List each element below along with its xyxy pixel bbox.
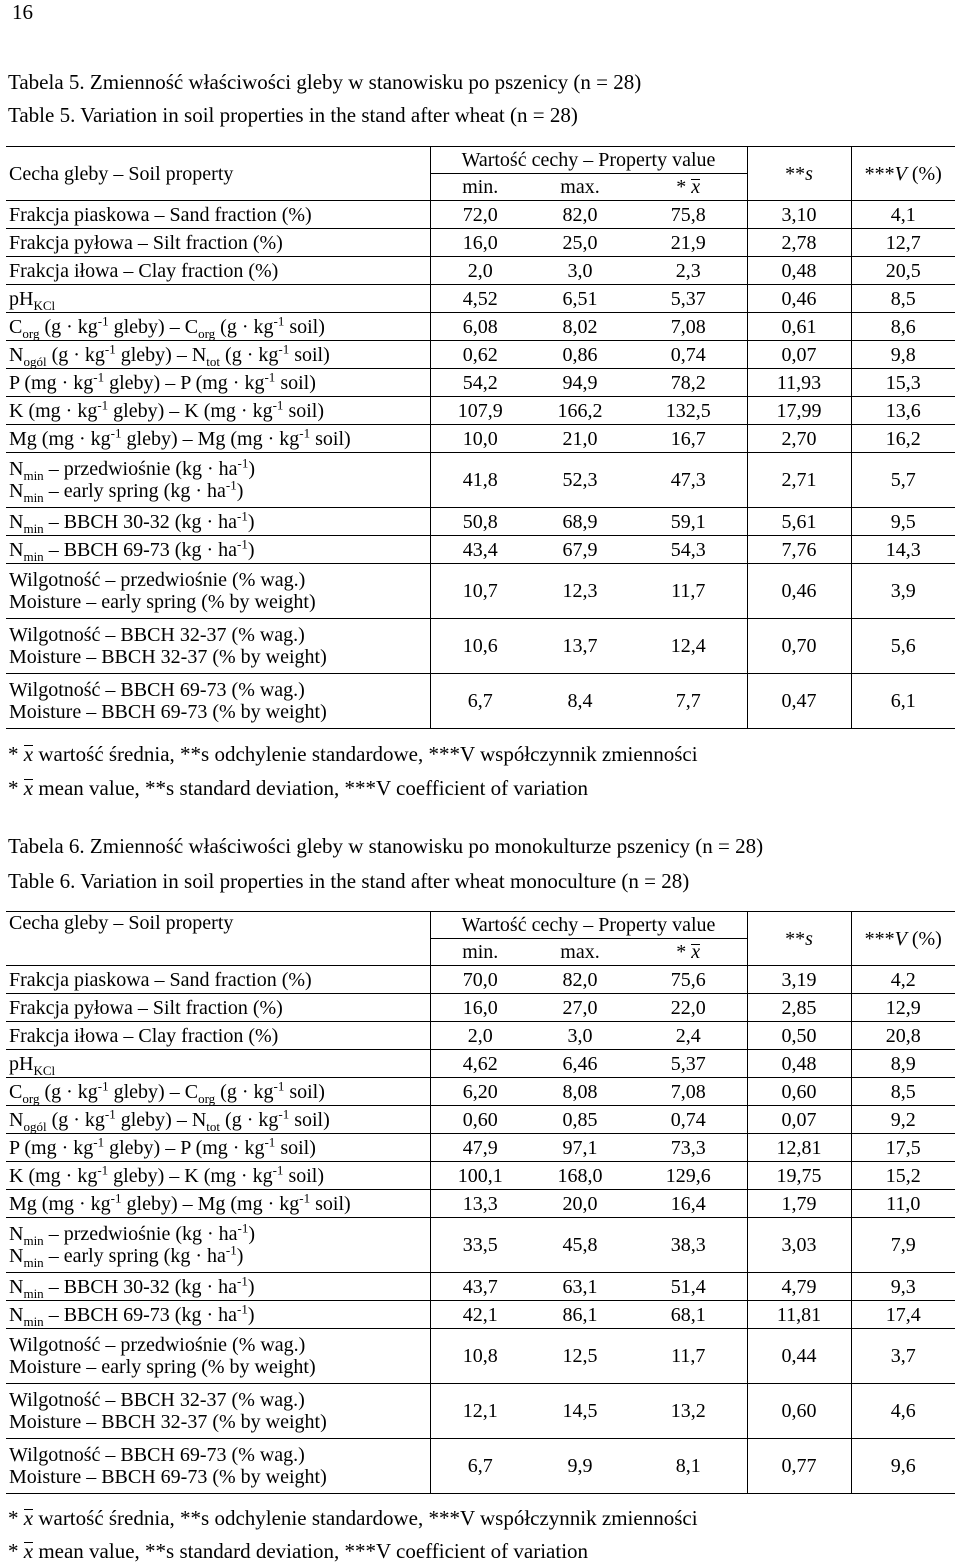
cell-s: 3,10 bbox=[747, 201, 851, 229]
cell-s: 0,46 bbox=[747, 285, 851, 313]
header-max: max. bbox=[530, 939, 630, 966]
cell-min: 54,2 bbox=[430, 369, 530, 397]
table6-footnote-en: * x mean value, **s standard deviation, ***V coefficient of variation bbox=[8, 1539, 589, 1563]
header-v: ***V (%) bbox=[851, 912, 955, 966]
cell-min: 10,8 bbox=[430, 1329, 530, 1384]
cell-v: 14,3 bbox=[851, 536, 955, 564]
cell-min: 4,52 bbox=[430, 285, 530, 313]
cell-s: 4,79 bbox=[747, 1273, 851, 1301]
cell-mean: 0,74 bbox=[630, 1106, 747, 1134]
table6-footnote-pl: * x wartość średnia, **s odchylenie standardowe, ***V współczynnik zmienności bbox=[8, 1506, 698, 1530]
cell-mean: 7,7 bbox=[630, 674, 747, 729]
cell-s: 11,81 bbox=[747, 1301, 851, 1329]
cell-max: 0,85 bbox=[530, 1106, 630, 1134]
table-row bbox=[6, 1022, 955, 1050]
cell-mean: 59,1 bbox=[630, 508, 747, 536]
cell-v: 20,8 bbox=[851, 1022, 955, 1050]
cell-min: 43,4 bbox=[430, 536, 530, 564]
cell-v: 3,9 bbox=[851, 564, 955, 619]
cell-max: 25,0 bbox=[530, 229, 630, 257]
row-label: Mg ($mg \cdot kg^{-1}$ gleby) – Mg ($mg \cdot kg^{-1}$ soil) bbox=[6, 1190, 430, 1218]
cell-s: 0,60 bbox=[747, 1384, 851, 1439]
cell-v: 9,6 bbox=[851, 1439, 955, 1494]
cell-max: 27,0 bbox=[530, 994, 630, 1022]
row-label: Frakcja pyłowa – Silt fraction (%) bbox=[6, 994, 430, 1022]
cell-max: 8,4 bbox=[530, 674, 630, 729]
table-row bbox=[6, 674, 955, 729]
cell-s: 17,99 bbox=[747, 397, 851, 425]
table6-caption-pl: Tabela 6. Zmienność właściwości gleby w stanowisku po monokulturze pszenicy (n = 28) bbox=[8, 834, 764, 858]
cell-s: 0,48 bbox=[747, 257, 851, 285]
cell-min: 16,0 bbox=[430, 994, 530, 1022]
cell-mean: 75,8 bbox=[630, 201, 747, 229]
header-property: Cecha gleby – Soil property bbox=[6, 147, 430, 201]
cell-v: 11,0 bbox=[851, 1190, 955, 1218]
table-row bbox=[6, 1162, 955, 1190]
cell-max: 8,02 bbox=[530, 313, 630, 341]
cell-mean: 78,2 bbox=[630, 369, 747, 397]
table-row bbox=[6, 229, 955, 257]
table-row bbox=[6, 508, 955, 536]
cell-max: 6,51 bbox=[530, 285, 630, 313]
table6-caption-en: Table 6. Variation in soil properties in the stand after wheat monoculture (n = 28) bbox=[8, 869, 690, 893]
table-row bbox=[6, 994, 955, 1022]
table5-caption-en: Table 5. Variation in soil properties in the stand after wheat (n = 28) bbox=[8, 103, 578, 127]
xbar-symbol: x bbox=[691, 176, 701, 198]
table-row bbox=[6, 966, 955, 994]
cell-min: 10,0 bbox=[430, 425, 530, 453]
row-label: Frakcja pyłowa – Silt fraction (%) bbox=[6, 229, 430, 257]
cell-min: 100,1 bbox=[430, 1162, 530, 1190]
cell-min: 2,0 bbox=[430, 1022, 530, 1050]
cell-mean: 2,3 bbox=[630, 257, 747, 285]
cell-max: 82,0 bbox=[530, 966, 630, 994]
cell-s: 3,19 bbox=[747, 966, 851, 994]
cell-max: 6,46 bbox=[530, 1050, 630, 1078]
table-row bbox=[6, 285, 955, 313]
cell-max: 0,86 bbox=[530, 341, 630, 369]
cell-mean: 11,7 bbox=[630, 1329, 747, 1384]
cell-s: 3,03 bbox=[747, 1218, 851, 1273]
cell-v: 13,6 bbox=[851, 397, 955, 425]
cell-max: 82,0 bbox=[530, 201, 630, 229]
cell-v: 7,9 bbox=[851, 1218, 955, 1273]
cell-mean: 38,3 bbox=[630, 1218, 747, 1273]
cell-max: 3,0 bbox=[530, 1022, 630, 1050]
cell-v: 9,3 bbox=[851, 1273, 955, 1301]
cell-max: 20,0 bbox=[530, 1190, 630, 1218]
cell-min: 70,0 bbox=[430, 966, 530, 994]
cell-min: 50,8 bbox=[430, 508, 530, 536]
header-property: Cecha gleby – Soil property bbox=[6, 912, 430, 966]
cell-max: 94,9 bbox=[530, 369, 630, 397]
table-row bbox=[6, 1301, 955, 1329]
cell-min: 33,5 bbox=[430, 1218, 530, 1273]
row-label: $N_{min}$ – BBCH 30-32 $(kg \cdot ha^{-1})$ bbox=[6, 508, 430, 536]
cell-s: 2,78 bbox=[747, 229, 851, 257]
cell-s: 2,70 bbox=[747, 425, 851, 453]
cell-v: 4,6 bbox=[851, 1384, 955, 1439]
cell-v: 12,9 bbox=[851, 994, 955, 1022]
row-label: $N_{ogól}$ ($g \cdot kg^{-1}$ gleby) – $N_{tot}$ ($g \cdot kg^{-1}$ soil) bbox=[6, 1106, 430, 1134]
cell-min: 16,0 bbox=[430, 229, 530, 257]
table-row bbox=[6, 341, 955, 369]
row-label: $pH_{KCl}$ bbox=[6, 1050, 430, 1078]
cell-max: 8,08 bbox=[530, 1078, 630, 1106]
cell-mean: 54,3 bbox=[630, 536, 747, 564]
cell-v: 20,5 bbox=[851, 257, 955, 285]
cell-min: 6,7 bbox=[430, 674, 530, 729]
row-label: Wilgotność – przedwiośnie (% wag.) Moisture – early spring (% by weight) bbox=[6, 564, 430, 619]
cell-max: 12,3 bbox=[530, 564, 630, 619]
cell-mean: 51,4 bbox=[630, 1273, 747, 1301]
cell-mean: 21,9 bbox=[630, 229, 747, 257]
cell-v: 5,7 bbox=[851, 453, 955, 508]
cell-s: 1,79 bbox=[747, 1190, 851, 1218]
table-row bbox=[6, 369, 955, 397]
cell-v: 4,2 bbox=[851, 966, 955, 994]
cell-min: 10,6 bbox=[430, 619, 530, 674]
cell-min: 4,62 bbox=[430, 1050, 530, 1078]
cell-v: 6,1 bbox=[851, 674, 955, 729]
cell-min: 47,9 bbox=[430, 1134, 530, 1162]
cell-mean: 22,0 bbox=[630, 994, 747, 1022]
table5 bbox=[6, 146, 955, 729]
table6 bbox=[6, 911, 955, 1494]
cell-min: 41,8 bbox=[430, 453, 530, 508]
cell-mean: 8,1 bbox=[630, 1439, 747, 1494]
table-row bbox=[6, 1190, 955, 1218]
row-label: K ($mg \cdot kg^{-1}$ gleby) – K ($mg \cdot kg^{-1}$ soil) bbox=[6, 1162, 430, 1190]
cell-v: 16,2 bbox=[851, 425, 955, 453]
row-label: $N_{min}$ – BBCH 30-32 $(kg \cdot ha^{-1})$ bbox=[6, 1273, 430, 1301]
cell-s: 2,85 bbox=[747, 994, 851, 1022]
cell-mean: 129,6 bbox=[630, 1162, 747, 1190]
cell-v: 5,6 bbox=[851, 619, 955, 674]
table-row bbox=[6, 1078, 955, 1106]
table-row bbox=[6, 1134, 955, 1162]
cell-min: 43,7 bbox=[430, 1273, 530, 1301]
cell-max: 166,2 bbox=[530, 397, 630, 425]
cell-s: 0,07 bbox=[747, 341, 851, 369]
cell-max: 14,5 bbox=[530, 1384, 630, 1439]
table-row bbox=[6, 1050, 955, 1078]
cell-max: 52,3 bbox=[530, 453, 630, 508]
table-row bbox=[6, 397, 955, 425]
cell-mean: 16,7 bbox=[630, 425, 747, 453]
cell-s: 0,61 bbox=[747, 313, 851, 341]
table-row bbox=[6, 201, 955, 229]
row-label: $N_{min}$ – przedwiośnie $(kg \cdot ha^{-1})$ $N_{min}$ – early spring $(kg \cdot ha^{-1})$ bbox=[6, 453, 430, 508]
cell-s: 0,60 bbox=[747, 1078, 851, 1106]
table-row bbox=[6, 1329, 955, 1384]
cell-mean: 7,08 bbox=[630, 313, 747, 341]
row-label: $N_{min}$ – BBCH 69-73 $(kg \cdot ha^{-1})$ bbox=[6, 1301, 430, 1329]
cell-s: 0,46 bbox=[747, 564, 851, 619]
table-row bbox=[6, 564, 955, 619]
cell-min: 10,7 bbox=[430, 564, 530, 619]
cell-s: 11,93 bbox=[747, 369, 851, 397]
cell-v: 9,2 bbox=[851, 1106, 955, 1134]
cell-mean: 132,5 bbox=[630, 397, 747, 425]
cell-v: 9,8 bbox=[851, 341, 955, 369]
cell-min: 0,62 bbox=[430, 341, 530, 369]
header-value-group: Wartość cechy – Property value bbox=[430, 912, 747, 939]
cell-max: 63,1 bbox=[530, 1273, 630, 1301]
table-row bbox=[6, 1218, 955, 1273]
cell-s: 19,75 bbox=[747, 1162, 851, 1190]
cell-mean: 16,4 bbox=[630, 1190, 747, 1218]
cell-min: 2,0 bbox=[430, 257, 530, 285]
row-label: Wilgotność – BBCH 69-73 (% wag.) Moisture – BBCH 69-73 (% by weight) bbox=[6, 674, 430, 729]
row-label: $C_{org}$ ($g \cdot kg^{-1}$ gleby) – $C_{org}$ ($g \cdot kg^{-1}$ soil) bbox=[6, 1078, 430, 1106]
cell-min: 13,3 bbox=[430, 1190, 530, 1218]
cell-min: 0,60 bbox=[430, 1106, 530, 1134]
header-mean: * x bbox=[630, 939, 747, 966]
table-row bbox=[6, 536, 955, 564]
row-label: P ($mg \cdot kg^{-1}$ gleby) – P ($mg \cdot kg^{-1}$ soil) bbox=[6, 369, 430, 397]
header-v: ***V (%) bbox=[851, 147, 955, 201]
cell-min: 107,9 bbox=[430, 397, 530, 425]
cell-s: 0,77 bbox=[747, 1439, 851, 1494]
cell-max: 21,0 bbox=[530, 425, 630, 453]
row-label: Mg ($mg \cdot kg^{-1}$ gleby) – Mg ($mg \cdot kg^{-1}$ soil) bbox=[6, 425, 430, 453]
cell-min: 72,0 bbox=[430, 201, 530, 229]
cell-max: 9,9 bbox=[530, 1439, 630, 1494]
cell-max: 67,9 bbox=[530, 536, 630, 564]
cell-s: 7,76 bbox=[747, 536, 851, 564]
cell-v: 17,4 bbox=[851, 1301, 955, 1329]
table-row bbox=[6, 1273, 955, 1301]
table-row bbox=[6, 1439, 955, 1494]
cell-mean: 5,37 bbox=[630, 285, 747, 313]
cell-max: 168,0 bbox=[530, 1162, 630, 1190]
header-mean: * x bbox=[630, 174, 747, 201]
table-row bbox=[6, 619, 955, 674]
cell-mean: 13,2 bbox=[630, 1384, 747, 1439]
row-label: Wilgotność – BBCH 69-73 (% wag.) Moisture – BBCH 69-73 (% by weight) bbox=[6, 1439, 430, 1494]
cell-v: 15,2 bbox=[851, 1162, 955, 1190]
cell-min: 6,08 bbox=[430, 313, 530, 341]
cell-mean: 11,7 bbox=[630, 564, 747, 619]
row-label: Wilgotność – BBCH 32-37 (% wag.) Moisture – BBCH 32-37 (% by weight) bbox=[6, 619, 430, 674]
cell-max: 86,1 bbox=[530, 1301, 630, 1329]
cell-v: 8,9 bbox=[851, 1050, 955, 1078]
table5-footnote-pl: * x wartość średnia, **s odchylenie standardowe, ***V współczynnik zmienności bbox=[8, 742, 698, 766]
page-number: 16 bbox=[12, 0, 33, 24]
cell-s: 0,44 bbox=[747, 1329, 851, 1384]
cell-mean: 68,1 bbox=[630, 1301, 747, 1329]
row-label: Frakcja piaskowa – Sand fraction (%) bbox=[6, 966, 430, 994]
cell-min: 42,1 bbox=[430, 1301, 530, 1329]
cell-max: 97,1 bbox=[530, 1134, 630, 1162]
table-row bbox=[6, 453, 955, 508]
cell-mean: 5,37 bbox=[630, 1050, 747, 1078]
cell-mean: 2,4 bbox=[630, 1022, 747, 1050]
row-label: Frakcja piaskowa – Sand fraction (%) bbox=[6, 201, 430, 229]
cell-s: 0,50 bbox=[747, 1022, 851, 1050]
header-s: **s bbox=[747, 912, 851, 966]
cell-max: 68,9 bbox=[530, 508, 630, 536]
cell-mean: 73,3 bbox=[630, 1134, 747, 1162]
row-label: $pH_{KCl}$ bbox=[6, 285, 430, 313]
cell-s: 0,07 bbox=[747, 1106, 851, 1134]
row-label: $C_{org}$ ($g \cdot kg^{-1}$ gleby) – $C_{org}$ ($g \cdot kg^{-1}$ soil) bbox=[6, 313, 430, 341]
cell-s: 0,70 bbox=[747, 619, 851, 674]
header-value-group: Wartość cechy – Property value bbox=[430, 147, 747, 174]
cell-v: 3,7 bbox=[851, 1329, 955, 1384]
cell-s: 0,48 bbox=[747, 1050, 851, 1078]
row-label: P ($mg \cdot kg^{-1}$ gleby) – P ($mg \cdot kg^{-1}$ soil) bbox=[6, 1134, 430, 1162]
cell-max: 3,0 bbox=[530, 257, 630, 285]
row-label: Frakcja iłowa – Clay fraction (%) bbox=[6, 1022, 430, 1050]
cell-s: 5,61 bbox=[747, 508, 851, 536]
cell-v: 17,5 bbox=[851, 1134, 955, 1162]
header-min: min. bbox=[430, 939, 530, 966]
cell-mean: 0,74 bbox=[630, 341, 747, 369]
cell-v: 8,6 bbox=[851, 313, 955, 341]
cell-v: 4,1 bbox=[851, 201, 955, 229]
table5-caption-pl: Tabela 5. Zmienność właściwości gleby w stanowisku po pszenicy (n = 28) bbox=[8, 70, 642, 94]
cell-mean: 12,4 bbox=[630, 619, 747, 674]
header-min: min. bbox=[430, 174, 530, 201]
cell-s: 0,47 bbox=[747, 674, 851, 729]
row-label: Wilgotność – przedwiośnie (% wag.) Moisture – early spring (% by weight) bbox=[6, 1329, 430, 1384]
cell-max: 13,7 bbox=[530, 619, 630, 674]
header-max: max. bbox=[530, 174, 630, 201]
cell-v: 8,5 bbox=[851, 285, 955, 313]
table-row bbox=[6, 425, 955, 453]
table-row bbox=[6, 257, 955, 285]
cell-v: 15,3 bbox=[851, 369, 955, 397]
cell-v: 9,5 bbox=[851, 508, 955, 536]
xbar-symbol: x bbox=[691, 941, 701, 963]
cell-v: 8,5 bbox=[851, 1078, 955, 1106]
cell-max: 12,5 bbox=[530, 1329, 630, 1384]
table-row bbox=[6, 1106, 955, 1134]
cell-min: 6,20 bbox=[430, 1078, 530, 1106]
cell-mean: 75,6 bbox=[630, 966, 747, 994]
table-row bbox=[6, 1384, 955, 1439]
row-label: $N_{min}$ – przedwiośnie $(kg \cdot ha^{-1})$ $N_{min}$ – early spring $(kg \cdot ha^{-1})$ bbox=[6, 1218, 430, 1273]
cell-s: 2,71 bbox=[747, 453, 851, 508]
row-label: $N_{ogól}$ ($g \cdot kg^{-1}$ gleby) – $N_{tot}$ ($g \cdot kg^{-1}$ soil) bbox=[6, 341, 430, 369]
row-label: Wilgotność – BBCH 32-37 (% wag.) Moisture – BBCH 32-37 (% by weight) bbox=[6, 1384, 430, 1439]
row-label: K ($mg \cdot kg^{-1}$ gleby) – K ($mg \cdot kg^{-1}$ soil) bbox=[6, 397, 430, 425]
row-label: Frakcja iłowa – Clay fraction (%) bbox=[6, 257, 430, 285]
row-label: $N_{min}$ – BBCH 69-73 $(kg \cdot ha^{-1})$ bbox=[6, 536, 430, 564]
cell-mean: 47,3 bbox=[630, 453, 747, 508]
table-row bbox=[6, 313, 955, 341]
cell-s: 12,81 bbox=[747, 1134, 851, 1162]
cell-v: 12,7 bbox=[851, 229, 955, 257]
cell-max: 45,8 bbox=[530, 1218, 630, 1273]
cell-min: 12,1 bbox=[430, 1384, 530, 1439]
table5-footnote-en: * x mean value, **s standard deviation, ***V coefficient of variation bbox=[8, 776, 589, 800]
cell-min: 6,7 bbox=[430, 1439, 530, 1494]
cell-mean: 7,08 bbox=[630, 1078, 747, 1106]
header-s: **s bbox=[747, 147, 851, 201]
